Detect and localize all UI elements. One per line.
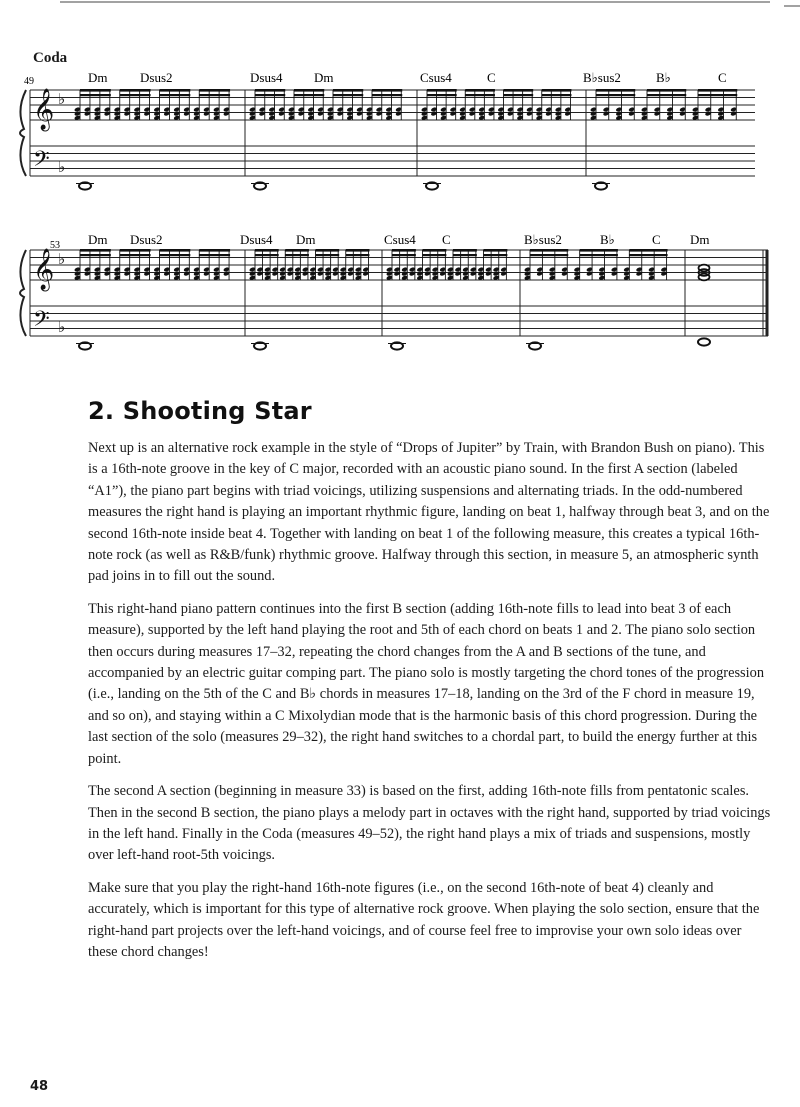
- beam: [484, 254, 508, 256]
- beam: [372, 89, 402, 92]
- beam: [120, 89, 151, 92]
- brace-icon: [20, 90, 26, 176]
- beam: [530, 254, 568, 256]
- svg-text:Dm: Dm: [314, 70, 334, 85]
- flat-key-signature-icon: ♭: [58, 320, 66, 336]
- beam: [596, 94, 635, 96]
- svg-text:B♭sus2: B♭sus2: [583, 70, 621, 85]
- chord-symbols: [88, 232, 710, 247]
- brace-icon: [20, 250, 26, 336]
- chord-symbols: [88, 70, 727, 85]
- beam: [698, 94, 737, 96]
- section-heading: 2. Shooting Star: [88, 397, 312, 425]
- music-system-1: [0, 68, 800, 208]
- svg-text:Dm: Dm: [88, 232, 108, 247]
- svg-text:C: C: [718, 70, 727, 85]
- grand-staff: [20, 248, 769, 350]
- paragraph: Make sure that you play the right-hand 16th-note figures (i.e., on the second 16th-note of beat 4) cleanly and accurately, which is important for this type of alternative rock groove. When playing the solo section, ensure that the right-hand part projects over the left-hand voicings, and of course feel free to improvise your own solo ideas over these chord changes!: [88, 879, 760, 960]
- beam: [629, 249, 667, 252]
- beam: [423, 249, 447, 252]
- top-border-line: [0, 0, 800, 10]
- paragraph: This right-hand piano pattern continues into the first B section (adding 16th-note fills to lead into beat 3 of each measure), supported by the left hand playing the root and 5th of each chord on beats 1 and 2. The piano solo section then occurs during measures 17–32, repeating the chord changes from the A and B sections of the tune, and accompanied by an electric guitar comping part. The piano solo is mostly targeting the chord tones of the progression (i.e., landing on the 5th of the C and B♭ chords in measures 17–18, landing on the 3rd of the F chord in measure 19, and so on), and staying within a C Mixolydian mode that is the harmonic basis of this chord progression. During the last section of the solo (measures 29–32), the right hand switches to a chordal part, to build the energy further at this point.: [88, 600, 765, 767]
- bass-whole-note: [698, 338, 710, 345]
- beam: [255, 254, 279, 256]
- beam: [504, 94, 534, 96]
- beam: [484, 249, 508, 252]
- flat-key-signature-icon: ♭: [58, 252, 66, 268]
- measure-number: 49: [24, 76, 34, 87]
- beam: [629, 254, 667, 256]
- beam: [199, 89, 230, 92]
- svg-text:Dsus2: Dsus2: [130, 232, 163, 247]
- whole-note: [699, 274, 710, 281]
- svg-text:B♭sus2: B♭sus2: [524, 232, 562, 247]
- beam: [580, 249, 618, 252]
- beam: [346, 249, 370, 252]
- measure-number: 53: [50, 240, 60, 251]
- beam: [80, 254, 111, 256]
- svg-text:Csus4: Csus4: [420, 70, 452, 85]
- beam: [160, 249, 191, 252]
- beam: [160, 89, 191, 92]
- beam: [255, 89, 285, 92]
- svg-text:C: C: [652, 232, 661, 247]
- beam: [542, 89, 572, 92]
- beam: [530, 249, 568, 252]
- beam: [294, 89, 324, 92]
- beam: [160, 254, 191, 256]
- svg-text:B♭: B♭: [656, 70, 671, 85]
- beam: [465, 89, 495, 92]
- beam: [120, 254, 151, 256]
- beam: [333, 89, 363, 92]
- bass-clef-icon: 𝄢: [33, 147, 50, 176]
- beam: [453, 249, 477, 252]
- beam: [316, 254, 340, 256]
- beam: [423, 254, 447, 256]
- beam: [504, 89, 534, 92]
- svg-text:Dsus4: Dsus4: [240, 232, 273, 247]
- music-system-2: [0, 228, 800, 368]
- beam: [542, 94, 572, 96]
- svg-text:Dm: Dm: [690, 232, 710, 247]
- beam: [120, 249, 151, 252]
- beam: [647, 94, 686, 96]
- article-body: [88, 438, 774, 974]
- beam: [199, 254, 230, 256]
- beam: [120, 94, 151, 96]
- treble-clef-icon: 𝄞: [33, 249, 55, 289]
- beam: [427, 89, 457, 92]
- beam: [372, 94, 402, 96]
- beam: [698, 89, 737, 92]
- beam: [255, 249, 279, 252]
- svg-text:Csus4: Csus4: [384, 232, 416, 247]
- beam: [392, 254, 416, 256]
- beam: [333, 94, 363, 96]
- bass-clef-icon: 𝄢: [33, 307, 50, 336]
- paragraph: The second A section (beginning in measure 33) is based on the first, adding 16th-note fills from pentatonic scales. Then in the second B section, the piano plays a melody part in octaves with the right hand, supported by triad voicings in the left hand. Finally in the Coda (measures 49–52), the right hand plays a mix of triads and suspensions, mostly over left-hand root-5th voicings.: [88, 783, 771, 864]
- grand-staff: [20, 88, 755, 190]
- beam: [346, 254, 370, 256]
- beam: [255, 94, 285, 96]
- beam: [160, 94, 191, 96]
- svg-text:Dm: Dm: [296, 232, 316, 247]
- flat-key-signature-icon: ♭: [58, 92, 66, 108]
- beam: [427, 94, 457, 96]
- page-number: 48: [30, 1079, 49, 1094]
- svg-text:C: C: [487, 70, 496, 85]
- final-chord: [698, 265, 710, 346]
- beam: [285, 254, 309, 256]
- paragraph: Next up is an alternative rock example in the style of “Drops of Jupiter” by Train, with Brandon Bush on piano). This is a 16th-note groove in the key of C major, recorded with an acoustic piano sound. In the first A section (labeled “A1”), the piano part begins with triad voicings, utilizing suspensions and alternating triads. In the odd-numbered measures the right hand is playing an important rhythmic figure, landing on beat 1, halfway through beat 3, and on the second 16th-note inside beat 4. Together with landing on beat 1 of the following measure, this creates a typical 16th-note rock (as well as R&B/funk) rhythmic groove. Halfway through this section, in measure 5, an atmospheric synth pad joins in to fill out the sound.: [88, 440, 770, 585]
- svg-text:Dsus2: Dsus2: [140, 70, 173, 85]
- beam: [285, 249, 309, 252]
- beam: [316, 249, 340, 252]
- svg-text:Dm: Dm: [88, 70, 108, 85]
- beam: [80, 89, 111, 92]
- beam: [392, 249, 416, 252]
- flat-key-signature-icon: ♭: [58, 160, 66, 176]
- beam: [80, 249, 111, 252]
- beam: [596, 89, 635, 92]
- beam: [453, 254, 477, 256]
- beam: [465, 94, 495, 96]
- svg-text:B♭: B♭: [600, 232, 615, 247]
- beam: [580, 254, 618, 256]
- treble-clef-icon: 𝄞: [33, 89, 55, 129]
- beam: [647, 89, 686, 92]
- beam: [294, 94, 324, 96]
- final-barline: [766, 250, 769, 336]
- svg-text:Dsus4: Dsus4: [250, 70, 283, 85]
- beam: [199, 249, 230, 252]
- svg-text:C: C: [442, 232, 451, 247]
- beam: [199, 94, 230, 96]
- beam: [80, 94, 111, 96]
- coda-label: Coda: [33, 50, 68, 66]
